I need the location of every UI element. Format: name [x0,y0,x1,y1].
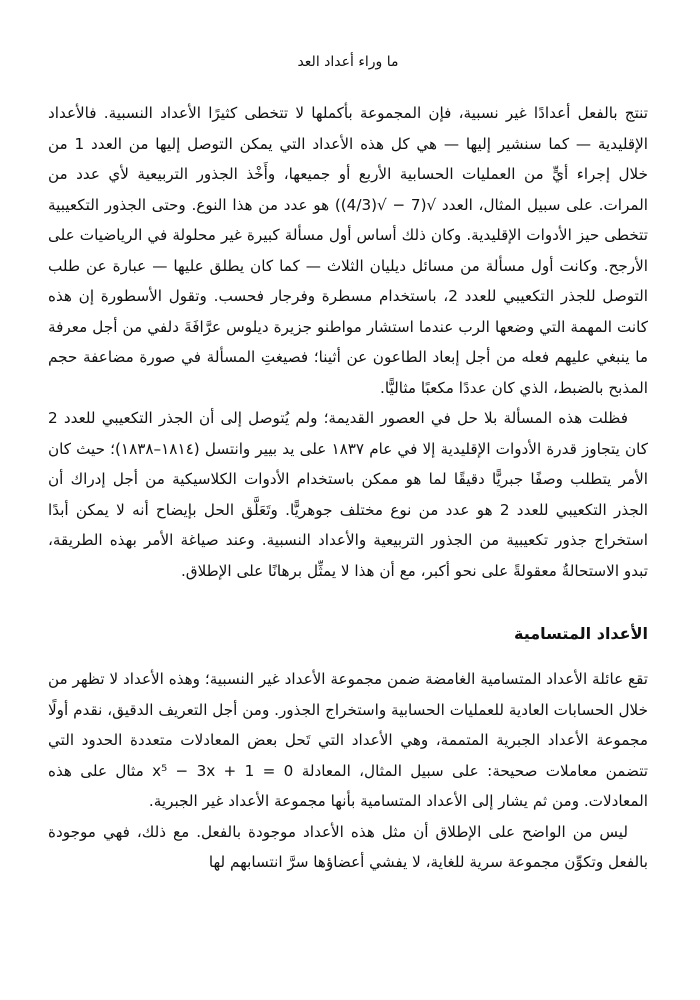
paragraph-cube-root-history: فظلت هذه المسألة بلا حل في العصور القديمة؛ ولم يُتوصل إلى أن الجذر التكعيبي للعدد 2 كان يتجاوز قدرة الأدوات الإقليدية إلا في عام ١٨٣٧ على يد بيير وانتسل (١٨١٤–١٨٣٨)؛ حيث كان الأمر يتطلب وصفًا جبريًّا دقيقًا لما هو ممكن باستخدام الأدوات الكلاسيكية من أجل إدراك أن الجذر التكعيبي للعدد 2 هو عدد من نوع مختلف جوهريًّا. وتَعَلَّق الحل بإيضاح أنه لا يمكن أبدًا استخراج جذور تكعيبية من الجذور التربيعية والأعداد النسبية. وعند صياغة الأمر بهذه الطريقة، تبدو الاستحالةُ معقولةً على نحو أكبر، مع أن هذا لا يمثِّل برهانًا على الإطلاق. [48,409,648,580]
paragraph-transcendental-existence: ليس من الواضح على الإطلاق أن مثل هذه الأعداد موجودة بالفعل. مع ذلك، فهي موجودة بالفعل وتكوِّن مجموعة سرية للغاية، لا يفشي أعضاؤها سرَّ انتسابهم لها [48,822,648,871]
paragraph-transcendental-intro: تقع عائلة الأعداد المتسامية الغامضة ضمن مجموعة الأعداد غير النسبية؛ وهذه الأعداد لا تظهر من خلال الحسابات العادية للعمليات الحسابية واستخراج الجذور. ومن أجل التعريف الدقيق، نقدم أولًا مجموعة الأعداد الجبرية المتممة، وهي الأعداد التي تَحل بعض المعادلات متعددة الحدود التي تتضمن معاملات صحيحة: على سبيل المثال، المعادلة x⁵ − 3x + 1 = 0 مثال على هذه المعادلات. ومن ثم يشار إلى الأعداد المتسامية بأنها مجموعة الأعداد غير الجبرية. [48,670,649,810]
running-header: ما وراء أعداد العد [297,54,399,70]
section-heading: الأعداد المتسامية [513,624,648,643]
paragraph-euclidean-numbers: تنتج بالفعل أعدادًا غير نسبية، فإن المجموعة بأكملها لا تتخطى كثيرًا الأعداد النسبية. فالأعداد الإقليدية — كما سنشير إليها — هي كل هذه الأعداد التي يمكن التوصل إليها من العدد 1 من خلال إجراء أيٍّ من العمليات الحسابية الأربع أو جميعها، وأَخْذ الجذور التربيعية لأي عدد من المرات. على سبيل المثال، العدد √(7 − √(4/3)) هو عدد من هذا النوع. وحتى الجذور التكعيبية تتخطى حيز الأدوات الإقليدية. وكان ذلك أساس أول مسألة كبيرة غير محلولة في الرياضيات على الأرجح. وكانت أول مسألة من مسائل ديليان الثلاث — كما كان يطلق عليها — عبارة عن طلب التوصل للجذر التكعيبي للعدد 2، باستخدام مسطرة وفرجار فحسب. وتقول الأسطورة إن هذه كانت المهمة التي وضعها الرب عندما استشار مواطنو جزيرة ديلوس عرَّافَةَ دلفي من أجل معرفة ما ينبغي عليهم فعله من أجل إبعاد الطاعون عن أثينا؛ فصيغتِ المسألة في صورة مضاعفة حجم المذبح بالضبط، الذي كان عددًا مكعبًا مثاليًّا. [48,104,649,397]
